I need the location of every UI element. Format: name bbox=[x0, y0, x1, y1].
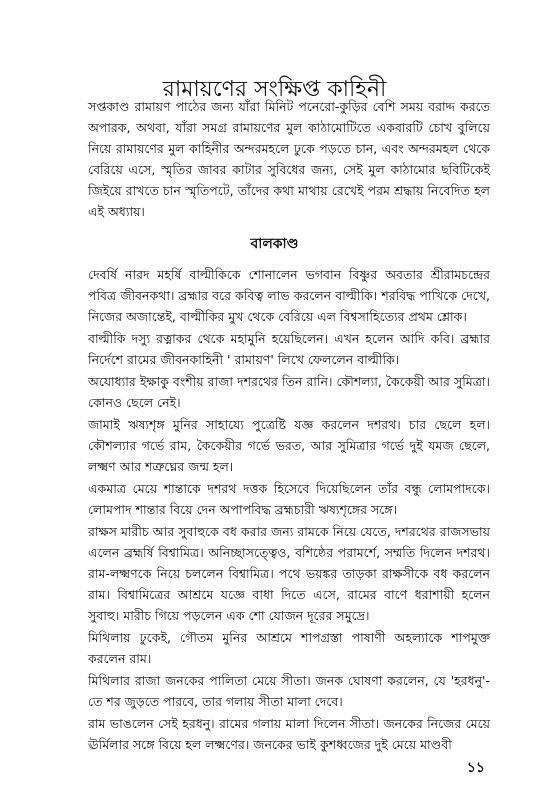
body-paragraph: অযোধ্যার ইক্ষাকু বংশীয় রাজা দশরথের তিন রানি। কৌশল্যা, কৈকেয়ী আর সুমিত্রা। কোনও ছেলে নেই। bbox=[88, 374, 490, 410]
body-paragraph: জামাই ঋষ্যশৃঙ্গ মুনির সাহায্যে পুত্রেষ্টি যজ্ঞ করলেন দশরথ। চার ছেলে হল। কৌশল্যার গর্ভে রাম, কৈকেয়ীর গর্ভে ভরত, আর সুমিত্রার গর্ভে দুই যমজ ছেলে, লক্ষ্মণ আর শত্রুঘ্নের জন্ম হল। bbox=[88, 417, 490, 474]
body-paragraph: মিথিলার রাজা জনকের পালিতা মেয়ে সীতা। জনক ঘোষণা করলেন, যে 'হরধনু'-তে শর জুড়তে পারবে, তার গলায় সীতা মালা দেবে। bbox=[88, 673, 490, 709]
page-title: রামায়ণের সংক্ষিপ্ত কাহিনী bbox=[162, 76, 387, 102]
page-number: ১১ bbox=[466, 760, 485, 776]
body-paragraph: দেবর্ষি নারদ মহর্ষি বাল্মীকিকে শোনালেন ভগবান বিষ্ণুর অবতার শ্রীরামচন্দ্রের পবিত্র জীবনকথা। ব্রহ্মার বরে কবিত্ব লাভ করলেন বাল্মীকি। শরবিদ্ধ পাখিকে দেখে, নিজের অজান্তেই, বাল্মীকির মুখ থেকে বেরিয়ে এল বিশ্বসাহিত্যের প্রথম শ্লোক। bbox=[88, 267, 490, 324]
intro-text: সপ্তকাণ্ড রামায়ণ পাঠের জন্য যাঁরা মিনিট পনেরো-কুড়ির বেশি সময় বরাদ্দ করতে অপারক, অথবা, যাঁরা সমগ্র রামায়ণের মুল কাঠামোটিতে একবারটি চোখ বুলিয়ে নিয়ে রামায়ণের মুল কাহিনীর অন্দরমহলে ঢুকে পড়তে চান, এবং অন্দরমহল থেকে বেরিয়ে এসে, স্মৃতির জাবর কাটার সুবিধের জন্য, সেই মুল কাঠামোর ছবিটিকেই জিইয়ে রাখতে চান স্মৃতিপটে, তাঁদের কথা মাথায় রেখেই পরম শ্রদ্ধায় নিবেদিত হল এই অধ্যায়। bbox=[88, 99, 490, 219]
body-paragraph: রাম ভাঙলেন সেই হরধনু। রামের গলায় মালা দিলেন সীতা। জনকের নিজের মেয়ে ঊর্মিলার সঙ্গে বিয়ে হল লক্ষ্মণের। জনকের ভাই কুশধ্বজের দুই মেয়ে মাণ্ডবী bbox=[88, 716, 490, 752]
intro-paragraph bbox=[88, 96, 490, 222]
body-text bbox=[88, 264, 490, 756]
body-paragraph: মিথিলায় ঢুকেই, গৌতম মুনির আশ্রমে শাপগ্রস্তা পাষাণী অহল্যাকে শাপমুক্ত করলেন রাম। bbox=[88, 630, 490, 666]
body-paragraph: বাল্মীকি দস্যু রত্নাকর থেকে মহামুনি হয়েছিলেন। এখন হলেন আদি কবি। ব্রহ্মার নির্দেশে রামের জীবনকাহিনী ' রামায়ণ' লিখে ফেললেন বাল্মীকি। bbox=[88, 331, 490, 367]
body-paragraph: রাক্ষস মারীচ আর সুবাহুকে বধ করার জন্য রামকে নিয়ে যেতে, দশরথের রাজসভায় এলেন ব্রহ্মর্ষি বিশ্বামিত্র। অনিচ্ছাসত্ত্বেও, বশিষ্ঠের পরামর্শে, সম্মতি দিলেন দশরথ। রাম-লক্ষ্মণকে নিয়ে চললেন বিশ্বামিত্র। পথে ভয়ঙ্কর তাড়কা রাক্ষসীকে বধ করলেন রাম। বিশ্বামিত্রের আশ্রমে যজ্ঞে বাধা দিতে এসে, রামের বাণে ধরাশায়ী হলেন সুবাহু। মারীচ গিয়ে পড়লেন এক শো যোজন দূরের সমুদ্রে। bbox=[88, 524, 490, 623]
body-paragraph: একমাত্র মেয়ে শান্তাকে দশরথ দত্তক হিসেবে দিয়েছিলেন তাঁর বন্ধু লোমপাদকে। লোমপাদ শান্তার বিয়ে দেন অপাপবিদ্ধ ব্রহ্মচারী ঋষ্যশৃঙ্গের সঙ্গে। bbox=[88, 481, 490, 517]
section-heading: বালকাণ্ড bbox=[250, 236, 299, 252]
